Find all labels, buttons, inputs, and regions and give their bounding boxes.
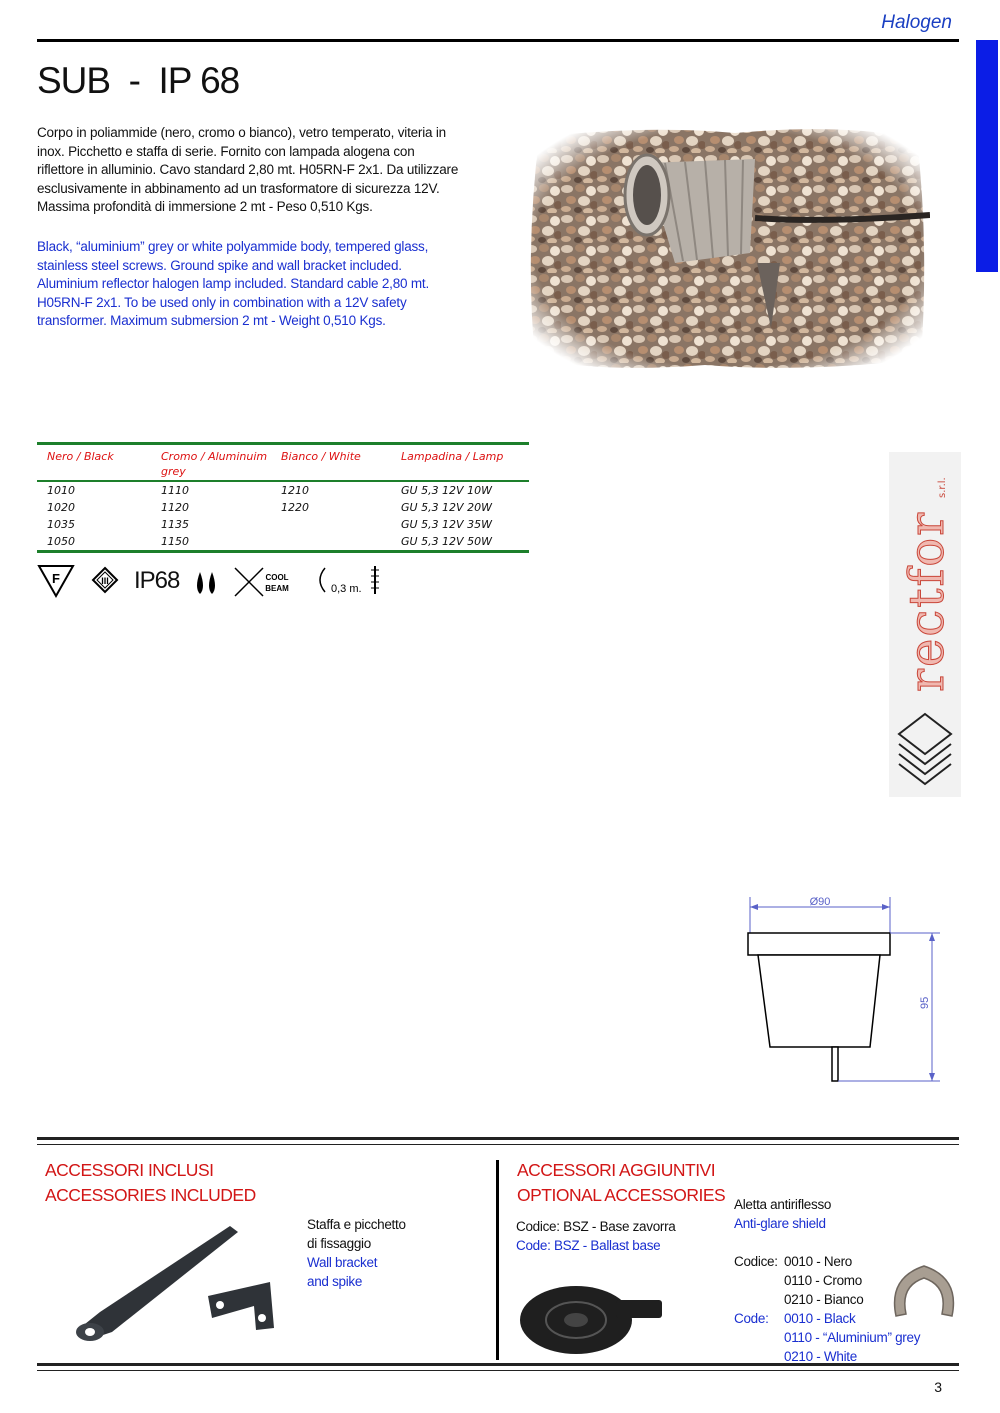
table-row	[37, 499, 529, 516]
svg-text:F: F	[52, 571, 60, 586]
svg-text:s.r.l.: s.r.l.	[937, 477, 948, 498]
table-cell: 1135	[161, 517, 189, 531]
technical-drawing	[730, 885, 950, 1090]
desc-it-line: Corpo in poliammide (nero, cromo o bianco), vetro temperato, viteria in	[37, 125, 446, 140]
description-italian	[37, 124, 477, 217]
table-cell: 1050	[47, 534, 75, 548]
code-it: 0110 - Cromo	[784, 1273, 862, 1288]
water-drops-icon	[197, 572, 215, 594]
included-item-text	[307, 1215, 406, 1291]
item-it-line: di fissaggio	[307, 1236, 371, 1251]
code-en: 0010 - Black	[784, 1311, 856, 1326]
desc-en-line: Aluminium reflector halogen lamp included. Standard cable 2,80 mt.	[37, 276, 430, 291]
table-cell: 1010	[47, 483, 75, 497]
anti-glare-shield-image	[886, 1258, 962, 1320]
shield-en-line: Anti-glare shield	[734, 1216, 826, 1231]
description-english	[37, 238, 477, 331]
product-title: SUB - IP 68	[37, 60, 240, 101]
distance-icon	[320, 566, 379, 595]
heading-it: ACCESSORI INCLUSI	[45, 1160, 214, 1180]
table-cell: 1220	[281, 500, 309, 514]
code-it: 0010 - Nero	[784, 1254, 852, 1269]
svg-text:95: 95	[919, 996, 931, 1009]
f-mark-icon	[39, 566, 73, 596]
desc-en-line: transformer. Maximum submersion 2 mt - Weight 0,510 Kgs.	[37, 313, 386, 328]
heading-it: ACCESSORI AGGIUNTIVI	[517, 1160, 716, 1180]
svg-text:BEAM: BEAM	[265, 584, 289, 593]
class-three-icon	[93, 568, 117, 592]
table-cell: 1150	[161, 534, 189, 548]
col-header-lamp: Lampadina / Lamp	[401, 450, 504, 463]
desc-it-line: riflettore in alluminio. Cavo standard 2,80 mt. H05RN-F 2x1. Da utilizzare	[37, 162, 459, 177]
section-tab	[976, 40, 998, 272]
col-header-white: Bianco / White	[281, 450, 361, 463]
svg-text:III: III	[101, 576, 109, 586]
ip-rating-label: IP68	[134, 567, 180, 594]
included-accessories-heading	[45, 1158, 256, 1208]
desc-en-line: H05RN-F 2x1. To be used only in combination with a 12V safety	[37, 294, 407, 310]
codes-en-label: Code:	[734, 1311, 769, 1326]
table-cell: GU 5,3 12V 35W	[401, 517, 492, 531]
col-header-black: Nero / Black	[47, 450, 114, 463]
heading-en: ACCESSORIES INCLUDED	[45, 1185, 256, 1205]
base-it-line: Codice: BSZ - Base zavorra	[516, 1219, 676, 1234]
certification-icons	[37, 562, 387, 602]
table-row	[37, 516, 529, 533]
table-cell: GU 5,3 12V 10W	[401, 483, 492, 497]
table-cell: 1120	[161, 500, 189, 514]
code-en: 0210 - White	[784, 1349, 857, 1364]
table-row	[37, 533, 529, 552]
code-en: 0110 - “Aluminium” grey	[784, 1330, 921, 1345]
svg-text:rectfor: rectfor	[899, 510, 955, 692]
ballast-base-text	[516, 1217, 676, 1255]
header-rule	[37, 39, 959, 42]
spec-table	[37, 442, 529, 553]
footer-divider	[37, 1363, 959, 1371]
column-divider	[496, 1160, 499, 1360]
spike-bracket-image	[60, 1220, 290, 1360]
desc-it-line: esclusivamente in abbinamento ad un trasformatore di sicurezza 12V.	[37, 180, 440, 196]
desc-en-line: Black, “aluminium” grey or white polyammide body, tempered glass,	[37, 239, 429, 254]
table-cell	[271, 533, 391, 552]
brand-logo	[889, 452, 961, 797]
heading-en: OPTIONAL ACCESSORIES	[517, 1185, 726, 1205]
table-cell: GU 5,3 12V 50W	[401, 534, 492, 548]
base-en-line: Code: BSZ - Ballast base	[516, 1238, 661, 1253]
optional-accessories-heading	[517, 1158, 725, 1208]
table-cell: 1210	[281, 483, 309, 497]
table-cell	[271, 516, 391, 533]
svg-text:COOL: COOL	[265, 573, 289, 582]
codes-it-label: Codice:	[734, 1254, 778, 1269]
section-divider	[37, 1137, 959, 1145]
table-cell: 1110	[161, 483, 189, 497]
table-cell: 1020	[47, 500, 75, 514]
item-en-line: Wall bracket	[307, 1255, 378, 1270]
svg-text:Ø90: Ø90	[809, 896, 831, 908]
shield-it-line: Aletta antiriflesso	[734, 1197, 832, 1212]
desc-it-line: Massima profondità di immersione 2 mt - Peso 0,510 Kgs.	[37, 199, 373, 214]
svg-text:0,3 m.: 0,3 m.	[331, 583, 362, 595]
ballast-base-image	[518, 1276, 668, 1358]
anti-glare-text	[734, 1195, 831, 1233]
item-en-line: and spike	[307, 1274, 363, 1289]
table-header-row	[37, 444, 529, 482]
page-number: 3	[934, 1379, 942, 1395]
table-cell: GU 5,3 12V 20W	[401, 500, 492, 514]
item-it-line: Staffa e picchetto	[307, 1217, 406, 1232]
category-label: Halogen	[881, 12, 952, 33]
desc-en-line: stainless steel screws. Ground spike and wall bracket included.	[37, 257, 402, 273]
cool-beam-icon	[235, 568, 289, 596]
desc-it-line: inox. Picchetto e staffa di serie. Fornito con lampada alogena con	[37, 143, 415, 159]
table-row	[37, 481, 529, 499]
table-cell: 1035	[47, 517, 75, 531]
code-it: 0210 - Bianco	[784, 1292, 864, 1307]
product-photo	[525, 123, 930, 373]
col-header-chrome: Cromo / Aluminuim grey	[161, 450, 268, 478]
